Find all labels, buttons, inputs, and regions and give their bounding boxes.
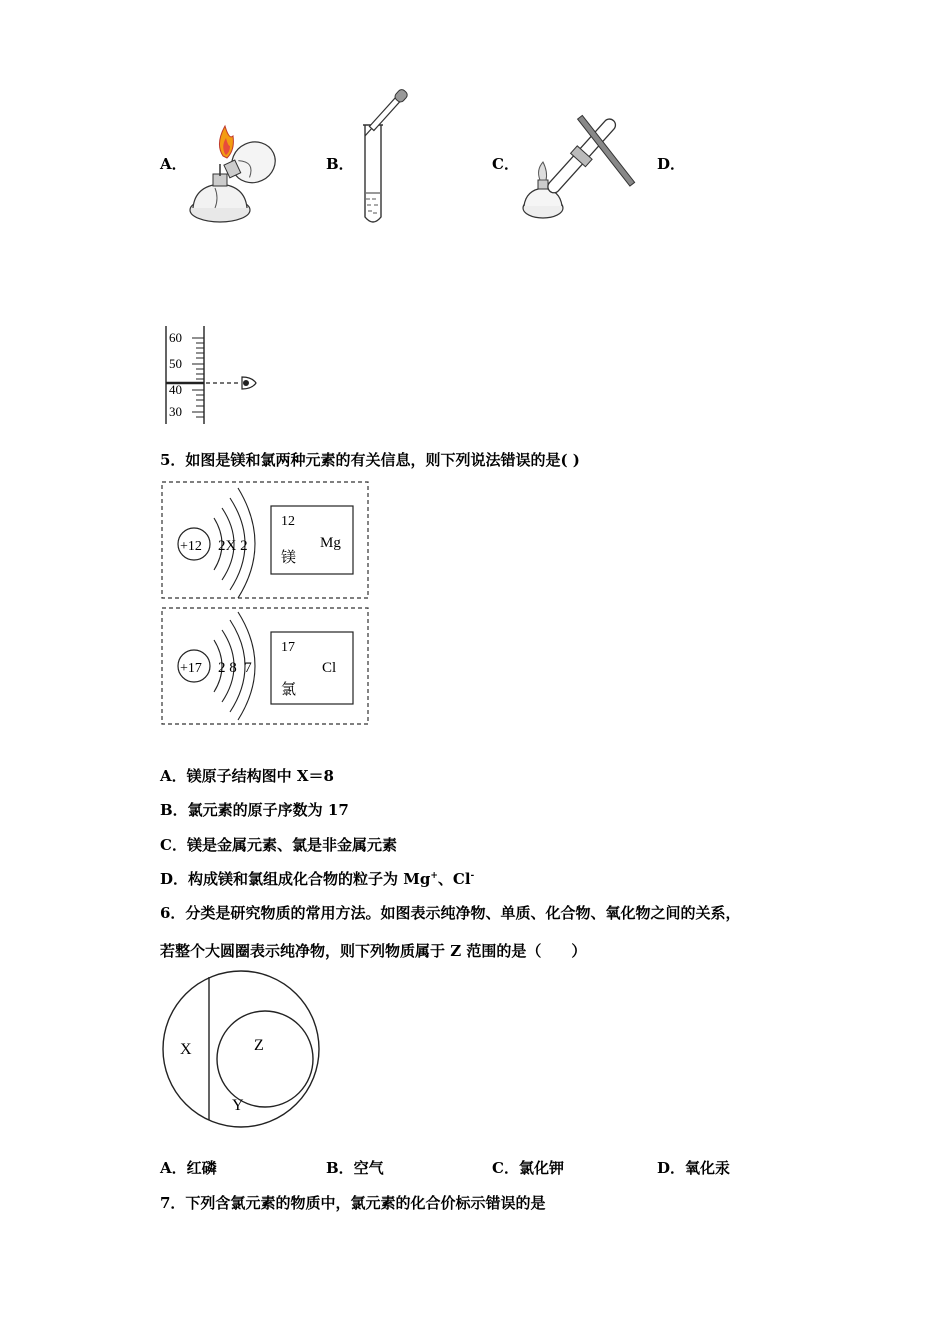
q5-option-a[interactable]: A．镁原子结构图中 X＝8 (160, 767, 334, 785)
alcohol-lamp-lighting-illustration (185, 118, 285, 230)
q6-option-d[interactable]: D．氧化汞 (657, 1159, 731, 1177)
q5-option-b[interactable]: B．氯元素的原子序数为 17 (160, 801, 349, 819)
mg-name: 镁 (281, 550, 297, 566)
q4-option-d-label[interactable]: D． (657, 155, 686, 173)
q5-stem: 5．如图是镁和氯两种元素的有关信息，则下列说法错误的是( ) (160, 451, 580, 469)
venn-label-x: X (180, 1041, 192, 1058)
mg-symbol: Mg (320, 535, 341, 551)
dropper-test-tube-illustration (355, 85, 425, 230)
cylinder-tick-40: 40 (169, 382, 182, 397)
cl-shell-electrons: 2 8 7 (218, 660, 252, 676)
venn-label-z: Z (254, 1037, 264, 1054)
venn-label-y: Y (232, 1097, 244, 1114)
q6-option-a[interactable]: A．红磷 (160, 1159, 217, 1177)
q6-stem-line2: 若整个大圆圈表示纯净物，则下列物质属于 Z 范围的是（ ） (160, 942, 587, 960)
cl-nucleus-charge: +17 (180, 661, 202, 676)
q5-option-c[interactable]: C．镁是金属元素、氯是非金属元素 (160, 836, 397, 854)
q4-option-b-label[interactable]: B． (326, 155, 354, 173)
q5-option-d[interactable] (160, 868, 474, 889)
cylinder-tick-30: 30 (169, 404, 182, 419)
q6-option-c[interactable]: C．氯化钾 (492, 1159, 564, 1177)
cl-symbol: Cl (322, 660, 337, 676)
mg-nucleus-charge: +12 (180, 539, 202, 554)
cylinder-tick-50: 50 (169, 356, 182, 371)
mg-atomic-number: 12 (281, 514, 295, 529)
z-circle (217, 1011, 313, 1107)
q5-option-d-sup1: + (430, 871, 438, 881)
cylinder-tick-60: 60 (169, 330, 182, 345)
cl-name: 氯 (281, 682, 297, 698)
q5-option-d-sup2: - (470, 871, 475, 881)
mg-shell-electrons: 2X 2 (218, 538, 248, 554)
q5-option-d-prefix: D．构成镁和氯组成化合物的粒子为 Mg (160, 870, 431, 888)
graduated-cylinder-reading (160, 326, 270, 426)
cl-atomic-number: 17 (281, 640, 295, 655)
q7-stem: 7．下列含氯元素的物质中，氯元素的化合价标示错误的是 (160, 1194, 546, 1212)
classification-venn-diagram (160, 968, 322, 1130)
q4-option-a-label[interactable]: A． (160, 155, 187, 173)
element-info-diagram (160, 480, 372, 728)
heating-test-tube-illustration (518, 110, 643, 225)
q6-stem-line1: 6．分类是研究物质的常用方法。如图表示纯净物、单质、化合物、氧化物之间的关系， (160, 904, 741, 922)
q4-option-c-label[interactable]: C． (492, 155, 519, 173)
q5-option-d-mid: 、Cl (437, 870, 471, 888)
q6-option-b[interactable]: B．空气 (326, 1159, 384, 1177)
